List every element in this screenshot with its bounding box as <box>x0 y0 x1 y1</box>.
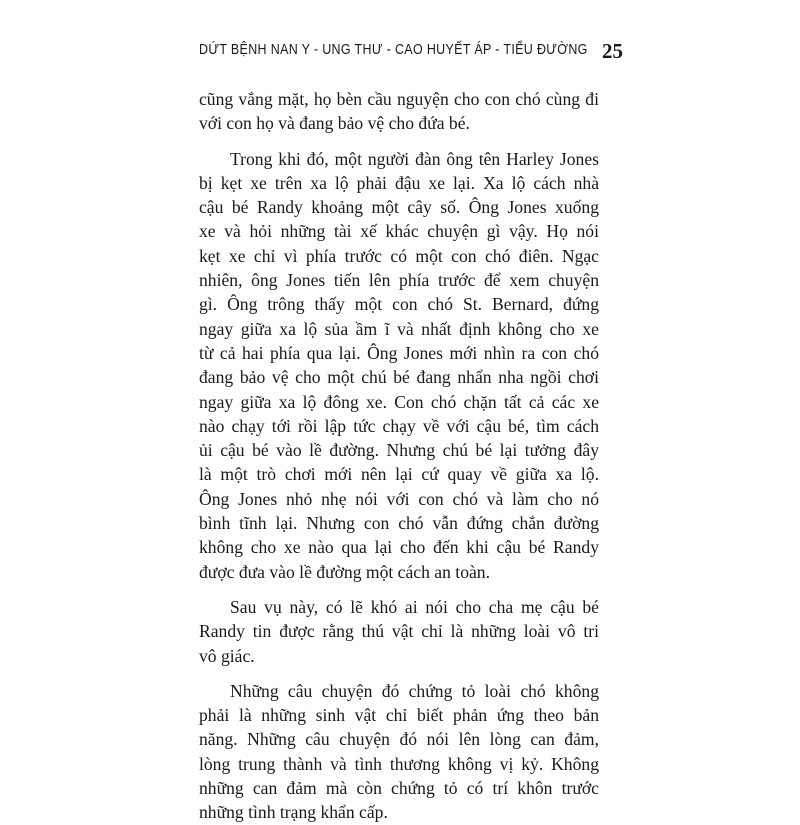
paragraph-conclusion <box>199 679 599 825</box>
text-line: cậu bé Randy khoảng một cây số. Ông Jones xuống <box>199 197 599 218</box>
text-line: gì. Ông trông thấy một con chó St. Bernard, đứng <box>199 294 599 315</box>
text-line: Trong khi đó, một người đàn ông tên Harley Jones <box>230 148 599 169</box>
text-line: với con họ và đang bảo vệ cho đứa bé. <box>199 113 470 134</box>
text-line: ngay giữa xa lộ sủa ầm ĩ và nhất định không cho xe <box>199 318 599 339</box>
text-line: kẹt xe chỉ vì phía trước có một con chó điên. Ngạc <box>199 245 599 266</box>
text-line: Randy tin được rằng thú vật chỉ là những loài vô tri <box>199 621 599 642</box>
text-line: ngay giữa xa lộ đông xe. Con chó chặn tất cả các xe <box>199 391 599 412</box>
text-line: bị kẹt xe trên xa lộ phải đậu xe lại. Xa lộ cách nhà <box>199 172 599 193</box>
running-header-title: DỨT BỆNH NAN Y - UNG THƯ - CAO HUYẾT ÁP - TIỂU ĐƯỜNG <box>199 42 588 58</box>
text-line: bình tĩnh lại. Nhưng con chó vẫn đứng chắn đường <box>199 513 599 534</box>
text-line: phải là những sinh vật chỉ biết phản ứng theo bản <box>199 705 599 726</box>
paragraph-continuation <box>199 87 599 136</box>
text-line: đang bảo vệ cho một chú bé đang nhẩn nha ngồi chơi <box>199 367 599 388</box>
text-line: vô giác. <box>199 645 255 666</box>
text-line: ủi cậu bé vào lề đường. Nhưng chú bé lại tưởng đây <box>199 440 599 461</box>
page-number: 25 <box>602 39 623 63</box>
text-line: lòng trung thành và tình thương không vị kỷ. Không <box>199 753 599 774</box>
text-line: được đưa vào lề đường một cách an toàn. <box>199 561 490 582</box>
text-line: những tình trạng khẩn cấp. <box>199 802 388 823</box>
text-line: Những câu chuyện đó chứng tỏ loài chó không <box>230 680 599 701</box>
text-line: xe và hỏi những tài xế khác chuyện gì vậy. Họ nói <box>199 221 599 242</box>
text-line: Sau vụ này, có lẽ khó ai nói cho cha mẹ cậu bé <box>230 596 599 617</box>
text-line: những can đảm mà còn chứng tỏ có trí khôn trước <box>199 778 599 799</box>
text-line: là một trò chơi mới nên lại cứ quay về giữa xa lộ. <box>199 464 599 485</box>
paragraph-aftermath <box>199 595 599 668</box>
text-line: Ông Jones nhỏ nhẹ nói với con chó và làm cho nó <box>199 488 599 509</box>
paragraph-harley-jones <box>199 147 599 584</box>
text-line: nhiên, ông Jones tiến lên phía trước để xem chuyện <box>199 270 599 291</box>
text-line: cũng vắng mặt, họ bèn cầu nguyện cho con chó cùng đi <box>199 89 599 109</box>
text-line: từ cả hai phía qua lại. Ông Jones mới nhìn ra con chó <box>199 342 599 363</box>
body-text <box>199 87 599 825</box>
text-line: không cho xe nào qua lại cho đến khi cậu bé Randy <box>199 537 599 558</box>
text-line: nào chạy tới rồi lập tức chạy về với cậu bé, tìm cách <box>199 415 599 436</box>
text-line: năng. Những câu chuyện đó nói lên lòng can đảm, <box>199 729 599 750</box>
